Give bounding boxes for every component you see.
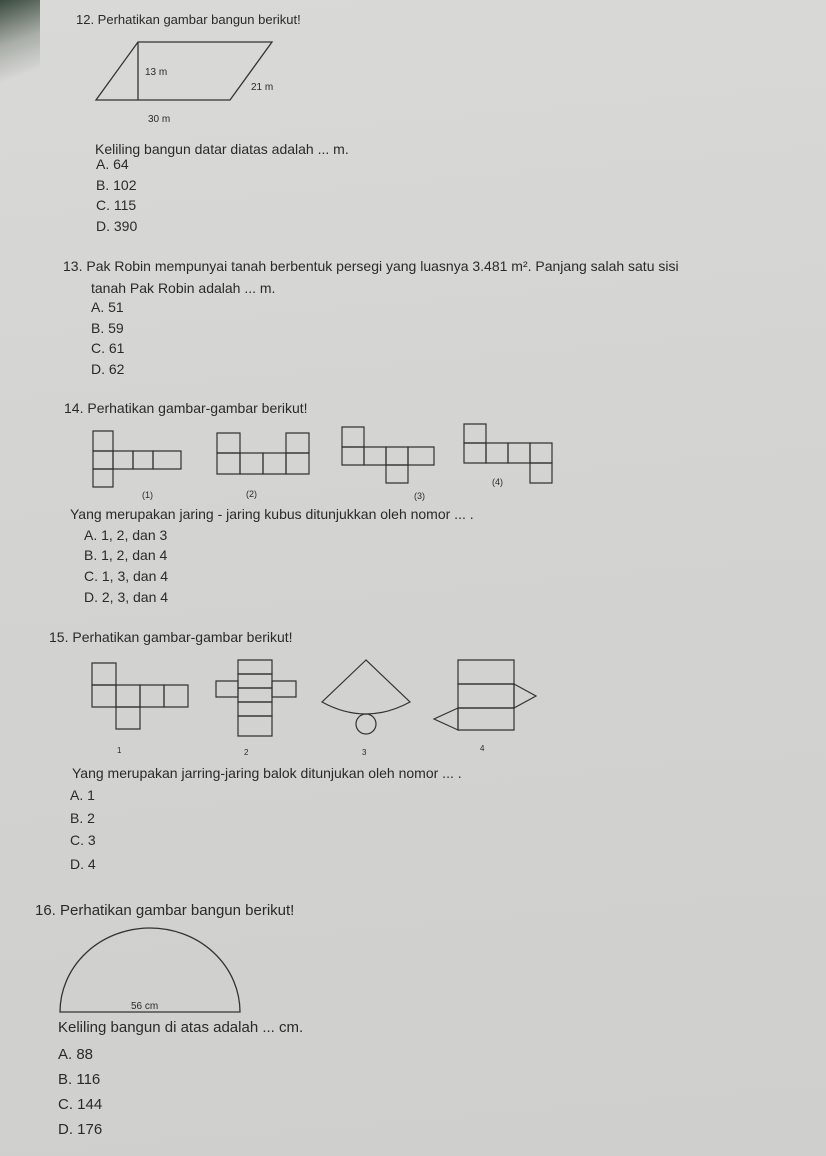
q15-figure-label-2: 2 xyxy=(244,748,249,757)
q14-option-d: D. 2, 3, dan 4 xyxy=(84,589,169,605)
q12-question: 12. Perhatikan gambar bangun berikut! xyxy=(76,12,301,27)
q16-question: 16. Perhatikan gambar bangun berikut! xyxy=(35,902,295,919)
q14-cube-net-3 xyxy=(342,427,438,487)
q15-prompt: Yang merupakan jarring-jaring balok ditunjukan oleh nomor ... . xyxy=(72,765,462,781)
q12-parallelogram-figure xyxy=(90,38,280,108)
q16-option-b: B. 116 xyxy=(58,1071,101,1088)
q12-option-d: D. 390 xyxy=(96,218,138,234)
q15-option-d: D. 4 xyxy=(70,856,96,872)
q12-option-b: B. 102 xyxy=(96,177,137,193)
q13-option-a: A. 51 xyxy=(91,299,124,315)
q14-cube-net-4 xyxy=(464,424,556,486)
q16-prompt: Keliling bangun di atas adalah ... cm. xyxy=(58,1019,304,1036)
q12-label-side: 21 m xyxy=(251,82,274,93)
q15-net-1 xyxy=(92,663,192,733)
q14-cube-net-1 xyxy=(93,431,183,491)
q15-option-b: B. 2 xyxy=(70,810,95,826)
q14-option-b: B. 1, 2, dan 4 xyxy=(84,547,168,563)
q14-figure-label-2: (2) xyxy=(246,489,257,499)
q14-option-c: C. 1, 3, dan 4 xyxy=(84,568,169,584)
q15-question: 15. Perhatikan gambar-gambar berikut! xyxy=(49,629,293,645)
q14-figure-label-4: (4) xyxy=(492,477,503,487)
q13-option-c: C. 61 xyxy=(91,340,125,356)
q12-label-top: 13 m xyxy=(145,67,168,78)
q14-cube-net-2 xyxy=(217,433,313,477)
q15-figure-label-3: 3 xyxy=(362,748,367,757)
q15-prism-net-4 xyxy=(430,658,540,738)
q15-option-a: A. 1 xyxy=(70,787,95,803)
q13-question-line1: 13. Pak Robin mempunyai tanah berbentuk persegi yang luasnya 3.481 m². Panjang salah satu sisi xyxy=(63,258,679,274)
q16-diameter-label: 56 cm xyxy=(131,1001,159,1012)
q14-figure-label-1: (1) xyxy=(142,490,153,500)
q14-prompt: Yang merupakan jaring - jaring kubus ditunjukkan oleh nomor ... . xyxy=(70,506,474,522)
q16-option-c: C. 144 xyxy=(58,1096,103,1113)
q12-label-bottom: 30 m xyxy=(148,114,171,125)
q15-net-2 xyxy=(216,660,300,740)
q13-question-line2: tanah Pak Robin adalah ... m. xyxy=(91,280,276,296)
q12-prompt: Keliling bangun datar diatas adalah ... m. xyxy=(95,141,349,157)
q15-option-c: C. 3 xyxy=(70,832,96,848)
q13-option-b: B. 59 xyxy=(91,320,124,336)
q12-option-c: C. 115 xyxy=(96,197,137,213)
q14-figure-label-3: (3) xyxy=(414,491,425,501)
q15-figure-label-4: 4 xyxy=(480,744,485,753)
q12-option-a: A. 64 xyxy=(96,156,129,172)
q15-cone-net-3 xyxy=(318,658,414,738)
q14-question: 14. Perhatikan gambar-gambar berikut! xyxy=(64,400,308,416)
q15-figure-label-1: 1 xyxy=(117,746,122,755)
q16-option-d: D. 176 xyxy=(58,1121,103,1138)
q14-option-a: A. 1, 2, dan 3 xyxy=(84,527,168,543)
q13-option-d: D. 62 xyxy=(91,361,125,377)
photo-shadow xyxy=(0,0,40,90)
q16-option-a: A. 88 xyxy=(58,1046,94,1063)
